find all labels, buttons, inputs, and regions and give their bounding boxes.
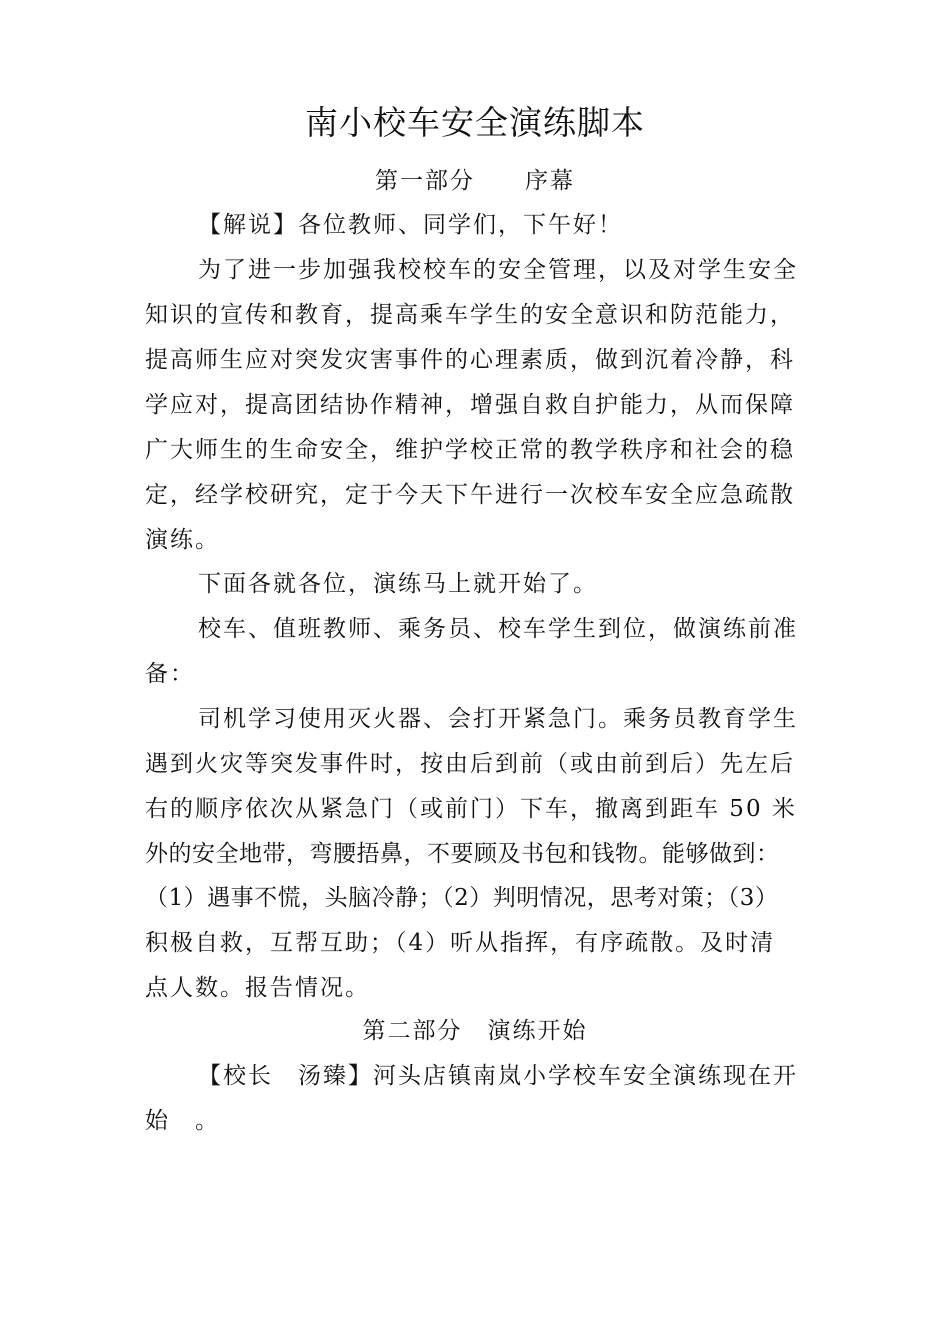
paragraph-line: 备：: [145, 661, 195, 687]
paragraph-line: 学应对，提高团结协作精神，增强自救自护能力，从而保障: [145, 392, 795, 418]
narration-greeting: 【解说】各位教师、同学们，下午好！: [198, 212, 623, 238]
paragraph-line: 【校长 汤臻】河头店镇南岚小学校车安全演练现在开: [198, 1063, 798, 1089]
paragraph-line: 下面各就各位，演练马上就开始了。: [198, 571, 598, 597]
paragraph-line: 始 。: [145, 1108, 220, 1134]
paragraph-line: 右的顺序依次从紧急门（或前门）下车，撤离到距车 50 米: [145, 796, 797, 822]
paragraph-line: 知识的宣传和教育，提高乘车学生的安全意识和防范能力，: [145, 302, 795, 328]
section-heading-prologue: 第一部分 序幕: [375, 168, 575, 194]
document-title: 南小校车安全演练脚本: [305, 103, 645, 142]
paragraph-line: 遇到火灾等突发事件时，按由后到前（或由前到后）先左后: [145, 751, 795, 777]
paragraph-line: 为了进一步加强我校校车的安全管理，以及对学生安全: [198, 257, 798, 283]
paragraph-line: （1）遇事不慌，头脑冷静；（2）判明情况，思考对策；（3）: [145, 885, 779, 911]
paragraph-line: 点人数。报告情况。: [145, 975, 370, 1001]
paragraph-line: 定，经学校研究，定于今天下午进行一次校车安全应急疏散: [145, 482, 795, 508]
paragraph-line: 演练。: [145, 527, 220, 553]
paragraph-line: 校车、值班教师、乘务员、校车学生到位，做演练前准: [198, 616, 798, 642]
section-heading-drill-start: 第二部分 演练开始: [362, 1018, 588, 1044]
paragraph-line: 积极自救，互帮互助；（4）听从指挥，有序疏散。及时清: [145, 930, 776, 956]
paragraph-line: 外的安全地带，弯腰捂鼻，不要顾及书包和钱物。能够做到：: [145, 841, 780, 867]
paragraph-line: 广大师生的生命安全，维护学校正常的教学秩序和社会的稳: [145, 437, 795, 463]
paragraph-line: 司机学习使用灭火器、会打开紧急门。乘务员教育学生: [198, 706, 798, 732]
paragraph-line: 提高师生应对突发灾害事件的心理素质，做到沉着冷静，科: [145, 347, 795, 373]
